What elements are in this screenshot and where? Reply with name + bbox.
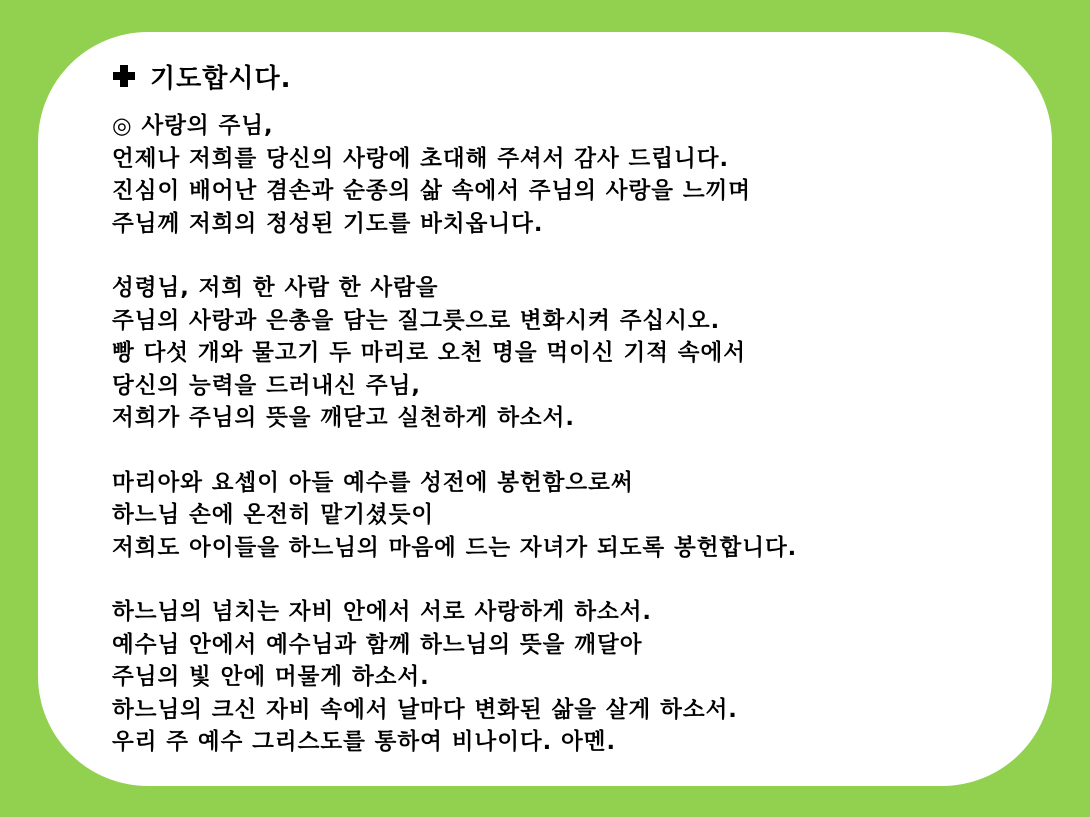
paragraph-4 [112,596,1052,759]
prayer-line: 성령님, 저희 한 사람 한 사람을 [112,275,439,301]
prayer-line: 당신의 능력을 드러내신 주님, [112,372,421,399]
paragraph-3 [112,467,1052,565]
page-title: 기도합시다. [150,63,292,94]
prayer-line: ◎ 사랑의 주님, [112,113,274,139]
prayer-line: 주님의 빛 안에 머물게 하소서. [112,664,430,690]
title-row [112,56,1052,96]
paragraph-1 [112,110,1052,240]
prayer-line: 저희가 주님의 뜻을 깨닫고 실천하게 하소서. [112,405,575,431]
prayer-line: 주님의 사랑과 은총을 담는 질그릇으로 변화시켜 주십시오. [112,307,721,334]
prayer-line: 주님께 저희의 정성된 기도를 바치옵니다. [112,210,544,237]
prayer-line: 저희도 아이들을 하느님의 마음에 드는 자녀가 되도록 봉헌합니다. [112,534,798,561]
prayer-line: 진심이 배어난 겸손과 순종의 삶 속에서 주님의 사랑을 느끼며 [112,178,752,204]
prayer-line: 하느님 손에 온전히 맡기셨듯이 [112,502,435,528]
prayer-line: 마리아와 요셉이 아들 예수를 성전에 봉헌함으로써 [112,469,634,496]
prayer-line: 우리 주 예수 그리스도를 통하여 비나이다. 아멘. [112,729,617,755]
cross-icon [112,64,136,88]
prayer-line: 언제나 저희를 당신의 사랑에 초대해 주셔서 감사 드립니다. [112,145,730,172]
prayer-line: 하느님의 크신 자비 속에서 날마다 변화된 삶을 살게 하소서. [112,696,738,723]
prayer-card [38,32,1052,786]
prayer-line: 빵 다섯 개와 물고기 두 마리로 오천 명을 먹이신 기적 속에서 [112,340,746,366]
prayer-line: 하느님의 넘치는 자비 안에서 서로 사랑하게 하소서. [112,599,652,625]
paragraph-2 [112,272,1052,435]
prayer-line: 예수님 안에서 예수님과 함께 하느님의 뜻을 깨달아 [112,631,643,658]
